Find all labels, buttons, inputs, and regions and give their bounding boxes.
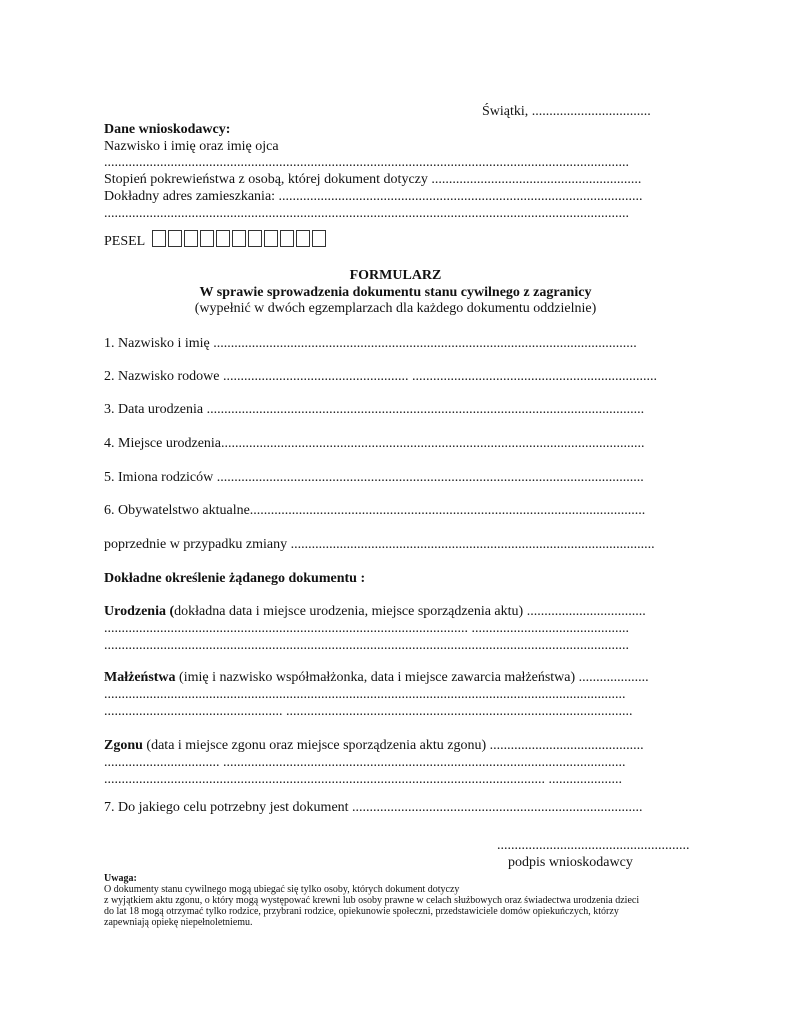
field-previous-citizenship: poprzednie w przypadku zmiany ........................................................................................................ [104, 537, 655, 552]
birth-label: Urodzenia ( [104, 604, 175, 619]
address-dots: ...................................................................................................................................................... [104, 206, 629, 221]
address-field: Dokładny adres zamieszkania: ........................................................................................................ [104, 189, 643, 204]
death-desc: (data i miejsce zgonu oraz miejsce sporządzenia aktu zgonu) ............................................ [142, 738, 644, 753]
note-line: zapewniają opiekę niepełnoletniemu. [104, 917, 253, 928]
form-title: FORMULARZ [349, 268, 442, 283]
pesel-boxes [152, 234, 328, 249]
field-citizenship: 6. Obywatelstwo aktualne................................................................................................................. [104, 503, 646, 518]
marriage-dots-1: ..................................................................................................................................................... [104, 687, 626, 702]
signature-dots: ....................................................... [497, 838, 690, 853]
field-parents: 5. Imiona rodziców .......................................................................................................................... [104, 470, 644, 485]
pesel-digit-box[interactable] [280, 230, 294, 247]
note-line: z wyjątkiem aktu zgonu, o który mogą występować krewni lub osoby prawne w celach służbowych oraz świadectwa urodzenia dzieci [104, 895, 640, 906]
applicant-section-title: Dane wnioskodawcy: [104, 122, 231, 137]
pesel-digit-box[interactable] [216, 230, 230, 247]
form-subtitle: W sprawie sprowadzenia dokumentu stanu cywilnego z zagranicy [199, 285, 592, 300]
note-title: Uwaga: [104, 873, 137, 884]
marriage-label: Małżeństwa [104, 670, 176, 685]
relation-field: Stopień pokrewieństwa z osobą, której dokument dotyczy ............................................................ [104, 172, 642, 187]
birth-dots-2: ...................................................................................................................................................... [104, 638, 629, 653]
pesel-digit-box[interactable] [168, 230, 182, 247]
pesel-field [104, 230, 328, 250]
birth-desc: dokładna data i miejsce urodzenia, miejsce sporządzenia aktu) .................................. [174, 604, 646, 619]
note-line: O dokumenty stanu cywilnego mogą ubiegać się tylko osoby, których dokument dotyczy [104, 884, 460, 895]
note-line: do lat 18 mogą otrzymać tylko rodzice, przybrani rodzice, opiekunowie społeczni, przedstawiciele domów opiekuńczych, którzy [104, 906, 619, 917]
pesel-digit-box[interactable] [184, 230, 198, 247]
marriage-dots-2: ................................................... ................................................................................................... [104, 704, 633, 719]
field-birth-date: 3. Data urodzenia ............................................................................................................................. [104, 402, 645, 417]
birth-dots-1: ........................................................................................................ ............................................. [104, 621, 629, 636]
birth-field [104, 604, 646, 620]
applicant-name-label: Nazwisko i imię oraz imię ojca [104, 139, 279, 154]
death-field [104, 738, 644, 754]
pesel-label: PESEL [104, 234, 145, 249]
pesel-digit-box[interactable] [232, 230, 246, 247]
field-birth-place: 4. Miejsce urodzenia......................................................................................................................... [104, 436, 645, 451]
pesel-digit-box[interactable] [152, 230, 166, 247]
marriage-desc: (imię i nazwisko współmałżonka, data i miejsce zawarcia małżeństwa) .................... [175, 670, 649, 685]
field-name: 1. Nazwisko i imię ......................................................................................................................... [104, 336, 637, 351]
death-label: Zgonu [104, 738, 143, 753]
applicant-name-dots: ...................................................................................................................................................... [104, 155, 629, 170]
pesel-digit-box[interactable] [248, 230, 262, 247]
marriage-field [104, 670, 649, 686]
place-date: Świątki, .................................. [482, 104, 651, 119]
death-dots-2: .............................................................................................................................. ..................... [104, 772, 622, 787]
purpose-field: 7. Do jakiego celu potrzebny jest dokument ................................................................................... [104, 800, 643, 815]
pesel-digit-box[interactable] [200, 230, 214, 247]
form-instruction: (wypełnić w dwóch egzemplarzach dla każdego dokumentu oddzielnie) [194, 301, 597, 316]
pesel-digit-box[interactable] [312, 230, 326, 247]
signature-label: podpis wnioskodawcy [508, 855, 633, 870]
death-dots-1: ................................. ................................................................................................................... [104, 755, 626, 770]
field-maiden-name: 2. Nazwisko rodowe ..................................................... ...................................................................... [104, 369, 657, 384]
pesel-digit-box[interactable] [296, 230, 310, 247]
note-block [104, 873, 639, 928]
document-heading: Dokładne określenie żądanego dokumentu : [104, 571, 366, 586]
pesel-digit-box[interactable] [264, 230, 278, 247]
